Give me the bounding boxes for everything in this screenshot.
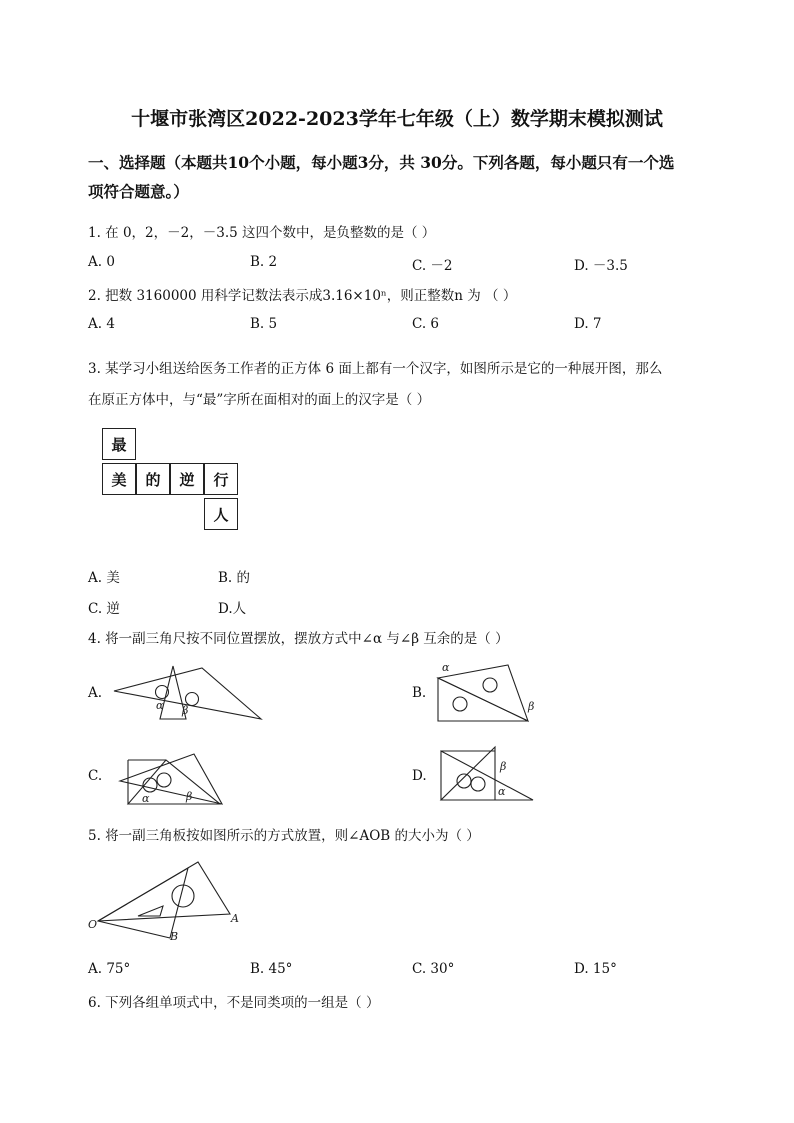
net-cell: 行 <box>204 463 238 495</box>
q3-option-c: C. 逆 <box>88 601 120 617</box>
svg-text:β: β <box>186 790 193 803</box>
question-3-stem-line2: 在原正方体中，与“最”字所在面相对的面上的汉字是（ ） <box>88 392 431 408</box>
q2-option-a: A. 4 <box>88 316 115 332</box>
q2-option-d: D. 7 <box>574 316 602 332</box>
question-1-stem: 1. 在 0，2，－2，－3.5 这四个数中，是负整数的是（ ） <box>88 225 436 241</box>
net-cell: 美 <box>102 463 136 495</box>
question-4-stem: 4. 将一副三角尺按不同位置摆放，摆放方式中∠α 与∠β 互余的是（ ） <box>88 631 509 647</box>
q4-option-d: D. <box>412 768 427 784</box>
q4-figure-d <box>438 743 543 805</box>
svg-text:α: α <box>442 661 450 674</box>
svg-text:α: α <box>498 785 506 798</box>
q2-option-c: C. 6 <box>412 316 440 332</box>
net-cell: 的 <box>136 463 170 495</box>
net-cell: 人 <box>204 498 238 530</box>
question-6-stem: 6. 下列各组单项式中，不是同类项的一组是（ ） <box>88 995 380 1011</box>
q1-option-a: A. 0 <box>88 254 115 270</box>
q4-option-b: B. <box>412 685 427 701</box>
svg-text:O: O <box>88 918 98 931</box>
q2-option-b: B. 5 <box>250 316 278 332</box>
q5-option-b: B. 45° <box>250 961 293 977</box>
q3-option-a: A. 美 <box>88 570 120 586</box>
q5-option-d: D. 15° <box>574 961 617 977</box>
q3-option-b: B. 的 <box>218 570 251 586</box>
q3-option-d: D.人 <box>218 601 247 617</box>
question-5-stem: 5. 将一副三角板按如图所示的方式放置，则∠AOB 的大小为（ ） <box>88 828 480 844</box>
q4-figure-a <box>112 664 267 724</box>
svg-text:A: A <box>231 912 239 925</box>
q4-figure-c <box>114 748 229 808</box>
net-cell: 逆 <box>170 463 204 495</box>
svg-text:β: β <box>500 760 507 773</box>
q4-option-c: C. <box>88 768 103 784</box>
net-cell: 最 <box>102 428 136 460</box>
q5-figure <box>88 858 248 944</box>
q4-figure-b <box>436 660 546 725</box>
question-3-stem-line1: 3. 某学习小组送给医务工作者的正方体 6 面上都有一个汉字，如图所示是它的一种展开图，那么 <box>88 361 663 377</box>
q5-option-c: C. 30° <box>412 961 455 977</box>
q5-option-a: A. 75° <box>88 961 131 977</box>
svg-text:β: β <box>528 700 535 713</box>
svg-text:B: B <box>170 930 179 943</box>
svg-text:β: β <box>182 704 189 717</box>
svg-text:α: α <box>142 792 150 805</box>
section-heading-line1: 一、选择题（本题共10个小题，每小题3分，共 30分。下列各题，每小题只有一个选 <box>88 153 675 172</box>
q1-option-c: C. －2 <box>412 258 453 274</box>
q4-option-a: A. <box>88 685 103 701</box>
q1-option-d: D. －3.5 <box>574 258 628 274</box>
svg-text:α: α <box>156 699 164 712</box>
question-2-stem: 2. 把数 3160000 用科学记数法表示成3.16×10ⁿ，则正整数n 为 （ ） <box>88 288 517 304</box>
q1-option-b: B. 2 <box>250 254 278 270</box>
section-heading-line2: 项符合题意。） <box>88 182 189 201</box>
cube-net-figure <box>102 428 242 534</box>
page-title: 十堰市张湾区2022-2023学年七年级（上）数学期末模拟测试 <box>131 108 663 130</box>
